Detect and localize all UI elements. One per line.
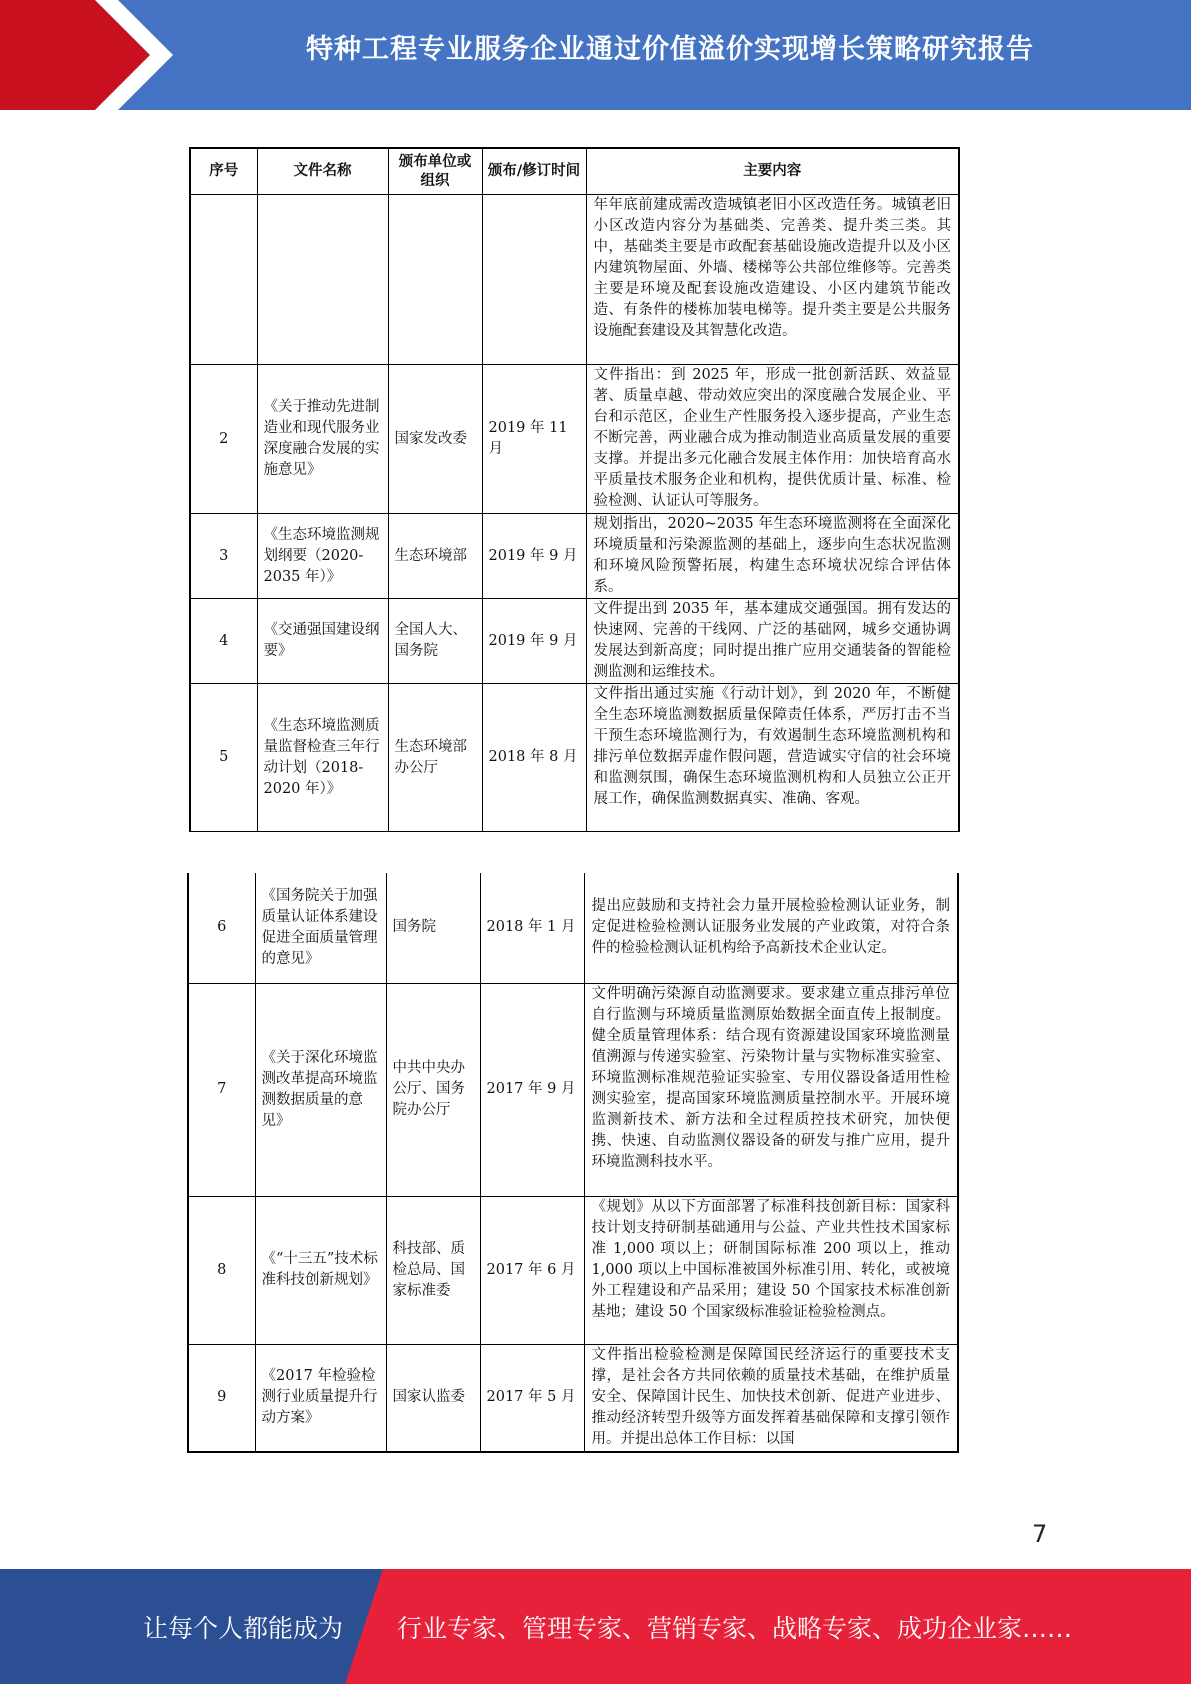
- row-content: 提出应鼓励和支持社会力量开展检验检测认证业务，制定促进检验检测认证服务业发展的产业政策，对符合条件的检验检测认证机构给予高新技术企业认定。: [584, 873, 958, 983]
- row-doc-name: 《关于推动先进制造业和现代服务业深度融合发展的实施意见》: [257, 365, 388, 514]
- row-doc-name: 《生态环境监测质量监督检查三年行动计划（2018-2020 年）》: [257, 684, 388, 832]
- row-index: 9: [188, 1344, 255, 1452]
- table-header-row: [190, 148, 959, 195]
- header-content: 主要内容: [586, 148, 959, 195]
- row-issuer: 国家认监委: [386, 1344, 480, 1452]
- row-index: 5: [190, 684, 257, 832]
- row-index: 3: [190, 514, 257, 599]
- row-content: 文件提出到 2035 年，基本建成交通强国。拥有发达的快速网、完善的干线网、广泛的基础网，城乡交通协调发展达到新高度；同时提出推广应用交通装备的智能检测监测和运维技术。: [586, 599, 959, 684]
- row-content: 文件指出检验检测是保障国民经济运行的重要技术支撑，是社会各方共同依赖的质量技术基础，在维护质量安全、保障国计民生、加快技术创新、促进产业进步、推动经济转型升级等方面发挥着基础保障和支撑引领作用。并提出总体工作目标：以国: [584, 1344, 958, 1452]
- row-content: 《规划》从以下方面部署了标准科技创新目标：国家科技计划支持研制基础通用与公益、产业共性技术国家标准 1,000 项以上；研制国际标准 200 项以上，推动 1,000 项以上中国标准被国外标准引用、转化，或被境外工程建设和产品采用；建设 50 个国家技术标准创新基地；建设 50 个国家级标准验证检验检测点。: [584, 1196, 958, 1344]
- page-number: 7: [1032, 1520, 1048, 1548]
- row-index: [190, 195, 257, 365]
- table-row: [190, 365, 959, 514]
- row-doc-name: 《“十三五”技术标准科技创新规划》: [255, 1196, 386, 1344]
- row-date: 2019 年 11 月: [482, 365, 586, 514]
- table-row: [188, 983, 958, 1196]
- row-date: [482, 195, 586, 365]
- header-index: 序号: [190, 148, 257, 195]
- row-date: 2017 年 9 月: [480, 983, 584, 1196]
- row-content: 文件指出通过实施《行动计划》，到 2020 年，不断健全生态环境监测数据质量保障责任体系，严厉打击不当干预生态环境监测行为，有效遏制生态环境监测机构和排污单位数据弄虚作假问题，营造诚实守信的社会环境和监测氛围，确保生态环境监测机构和人员独立公正开展工作，确保监测数据真实、准确、客观。: [586, 684, 959, 832]
- row-issuer: 全国人大、国务院: [388, 599, 482, 684]
- row-index: 7: [188, 983, 255, 1196]
- table-row: [188, 1196, 958, 1344]
- table-row: [190, 514, 959, 599]
- row-issuer: 科技部、质检总局、国家标准委: [386, 1196, 480, 1344]
- row-date: 2019 年 9 月: [482, 599, 586, 684]
- row-content: 文件明确污染源自动监测要求。要求建立重点排污单位自行监测与环境质量监测原始数据全面直传上报制度。健全质量管理体系：结合现有资源建设国家环境监测量值溯源与传递实验室、污染物计量与实物标准实验室、环境监测标准规范验证实验室、专用仪器设备适用性检测实验室，提高国家环境监测质量控制水平。开展环境监测新技术、新方法和全过程质控技术研究，加快便携、快速、自动监测仪器设备的研发与推广应用，提升环境监测科技水平。: [584, 983, 958, 1196]
- row-date: 2018 年 1 月: [480, 873, 584, 983]
- row-index: 6: [188, 873, 255, 983]
- page-header: [0, 0, 1191, 110]
- table-row: [188, 1344, 958, 1452]
- row-content: 年年底前建成需改造城镇老旧小区改造任务。城镇老旧小区改造内容分为基础类、完善类、提升类三类。其中，基础类主要是市政配套基础设施改造提升以及小区内建筑物屋面、外墙、楼梯等公共部位维修等。完善类主要是环境及配套设施改造建设、小区内建筑节能改造、有条件的楼栋加装电梯等。提升类主要是公共服务设施配套建设及其智慧化改造。: [586, 195, 959, 365]
- row-doc-name: 《关于深化环境监测改革提高环境监测数据质量的意见》: [255, 983, 386, 1196]
- row-issuer: [388, 195, 482, 365]
- table-row: [190, 684, 959, 832]
- page-footer: [0, 1569, 1191, 1684]
- footer-slogan-right: 行业专家、管理专家、营销专家、战略专家、成功企业家……: [397, 1614, 1073, 1643]
- row-date: 2018 年 8 月: [482, 684, 586, 832]
- row-issuer: 中共中央办公厅、国务院办公厅: [386, 983, 480, 1196]
- row-index: 8: [188, 1196, 255, 1344]
- table-row: [190, 195, 959, 365]
- row-doc-name: 《2017 年检验检测行业质量提升行动方案》: [255, 1344, 386, 1452]
- row-index: 2: [190, 365, 257, 514]
- policy-table-part-1: [189, 147, 960, 832]
- row-issuer: 国务院: [386, 873, 480, 983]
- row-date: 2019 年 9 月: [482, 514, 586, 599]
- row-doc-name: [257, 195, 388, 365]
- row-content: 规划指出，2020~2035 年生态环境监测将在全面深化环境质量和污染源监测的基础上，逐步向生态状况监测和环境风险预警拓展，构建生态环境状况综合评估体系。: [586, 514, 959, 599]
- table-row: [190, 599, 959, 684]
- row-issuer: 生态环境部: [388, 514, 482, 599]
- header-date: 颁布/修订时间: [482, 148, 586, 195]
- header-issuer: 颁布单位或组织: [388, 148, 482, 195]
- footer-slogan-left: 让每个人都能成为: [143, 1614, 344, 1643]
- policy-table-part-2: [187, 873, 959, 1453]
- row-doc-name: 《交通强国建设纲要》: [257, 599, 388, 684]
- row-index: 4: [190, 599, 257, 684]
- report-title: 特种工程专业服务企业通过价值溢价实现增长策略研究报告: [306, 34, 1034, 65]
- row-issuer: 生态环境部办公厅: [388, 684, 482, 832]
- header-doc-name: 文件名称: [257, 148, 388, 195]
- table-row: [188, 873, 958, 983]
- row-doc-name: 《生态环境监测规划纲要（2020-2035 年）》: [257, 514, 388, 599]
- row-issuer: 国家发改委: [388, 365, 482, 514]
- row-date: 2017 年 6 月: [480, 1196, 584, 1344]
- row-content: 文件指出：到 2025 年，形成一批创新活跃、效益显著、质量卓越、带动效应突出的深度融合发展企业、平台和示范区，企业生产性服务投入逐步提高，产业生态不断完善，两业融合成为推动制造业高质量发展的重要支撑。并提出多元化融合发展主体作用：加快培育高水平质量技术服务企业和机构，提供优质计量、标准、检验检测、认证认可等服务。: [586, 365, 959, 514]
- row-date: 2017 年 5 月: [480, 1344, 584, 1452]
- row-doc-name: 《国务院关于加强质量认证体系建设促进全面质量管理的意见》: [255, 873, 386, 983]
